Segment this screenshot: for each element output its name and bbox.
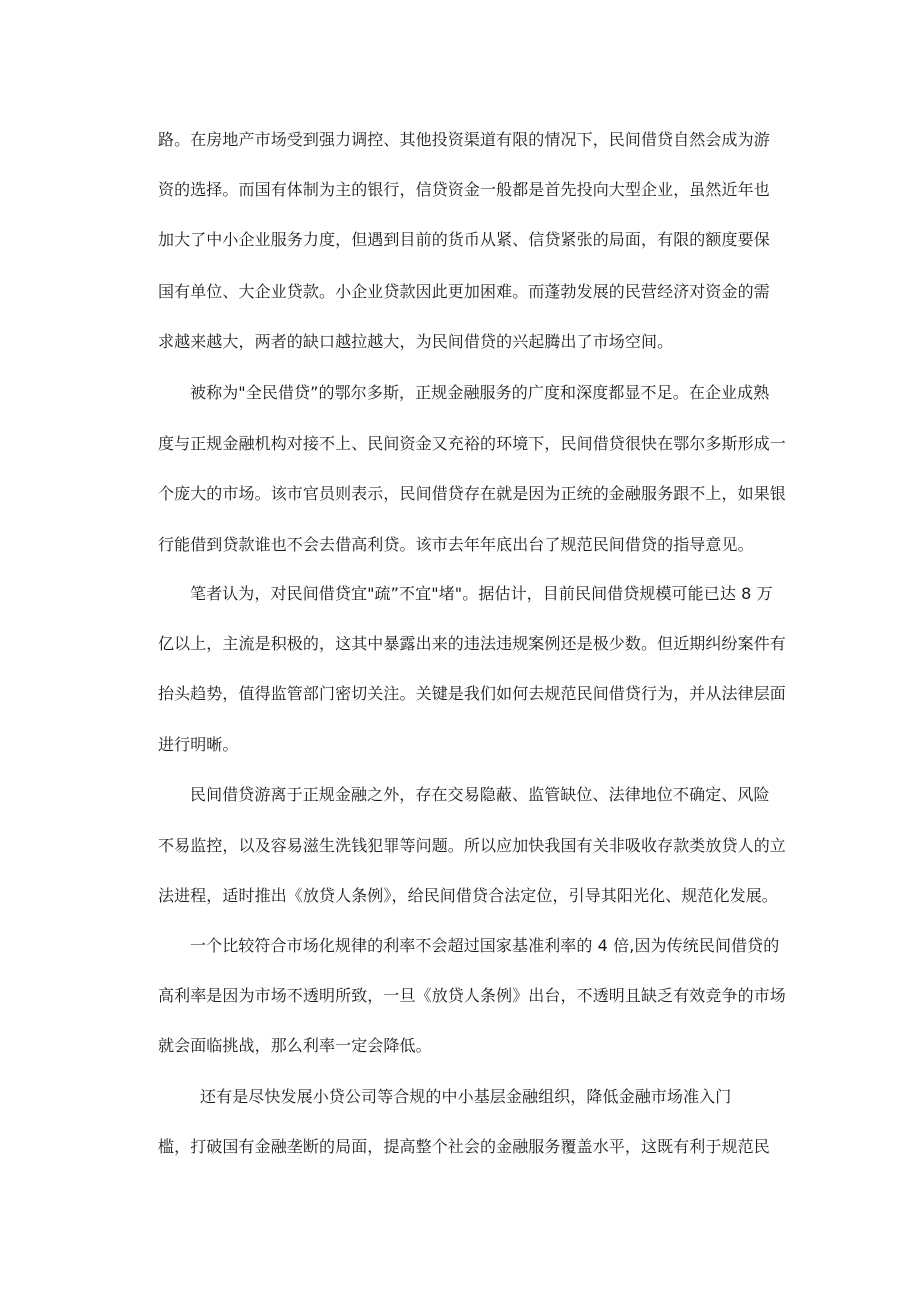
text-line: 加大了中小企业服务力度，但遇到目前的货币从紧、信贷紧张的局面，有限的额度要保 [158,230,770,249]
text-line: 路。在房地产市场受到强力调控、其他投资渠道有限的情况下，民间借贷自然会成为游 [158,130,770,149]
text-line: 国有单位、大企业贷款。小企业贷款因此更加困难。而蓬勃发展的民营经济对资金的需 [158,282,770,301]
paragraph-first-line: 民间借贷游离于正规金融之外，存在交易隐蔽、监管缺位、法律地位不确定、风险 [190,785,770,804]
text-line: 槛，打破国有金融垄断的局面，提高整个社会的金融服务覆盖水平，这既有利于规范民 [158,1137,770,1156]
text-line: 行能借到贷款谁也不会去借高利贷。该市去年年底出台了规范民间借贷的指导意见。 [158,535,754,554]
paragraph-first-line: 还有是尽快发展小贷公司等合规的中小基层金融组织，降低金融市场准入门 [200,1087,732,1106]
text-line: 进行明晰。 [158,735,239,754]
paragraph-first-line: 一个比较符合市场化规律的利率不会超过国家基准利率的 4 倍,因为传统民间借贷的 [190,936,780,955]
text-line: 就会面临挑战，那么利率一定会降低。 [158,1036,432,1055]
text-line: 求越来越大，两者的缺口越拉越大，为民间借贷的兴起腾出了市场空间。 [158,332,674,351]
paragraph-first-line: 笔者认为，对民间借贷宜"疏”不宜"堵"。据估计，目前民间借贷规模可能已达 8 万 [190,584,773,603]
paragraph-first-line: 被称为"全民借贷”的鄂尔多斯，正规金融服务的广度和深度都显不足。在企业成熟 [190,383,770,402]
text-line: 资的选择。而国有体制为主的银行，信贷资金一般都是首先投向大型企业，虽然近年也 [158,180,770,199]
text-line: 个庞大的市场。该市官员则表示，民间借贷存在就是因为正统的金融服务跟不上，如果银 [158,484,786,503]
text-line: 法进程，适时推出《放贷人条例》，给民间借贷合法定位，引导其阳光化、规范化发展。 [158,886,778,905]
text-line: 不易监控，以及容易滋生洗钱犯罪等问题。所以应加快我国有关非吸收存款类放贷人的立 [158,836,786,855]
text-line: 抬头趋势，值得监管部门密切关注。关键是我们如何去规范民间借贷行为，并从法律层面 [158,684,786,703]
text-line: 度与正规金融机构对接不上、民间资金又充裕的环境下，民间借贷很快在鄂尔多斯形成一 [158,434,786,453]
text-line: 高利率是因为市场不透明所致，一旦《放贷人条例》出台，不透明且缺乏有效竞争的市场 [158,986,786,1005]
text-line: 亿以上，主流是积极的，这其中暴露出来的违法违规案例还是极少数。但近期纠纷案件有 [158,634,786,653]
